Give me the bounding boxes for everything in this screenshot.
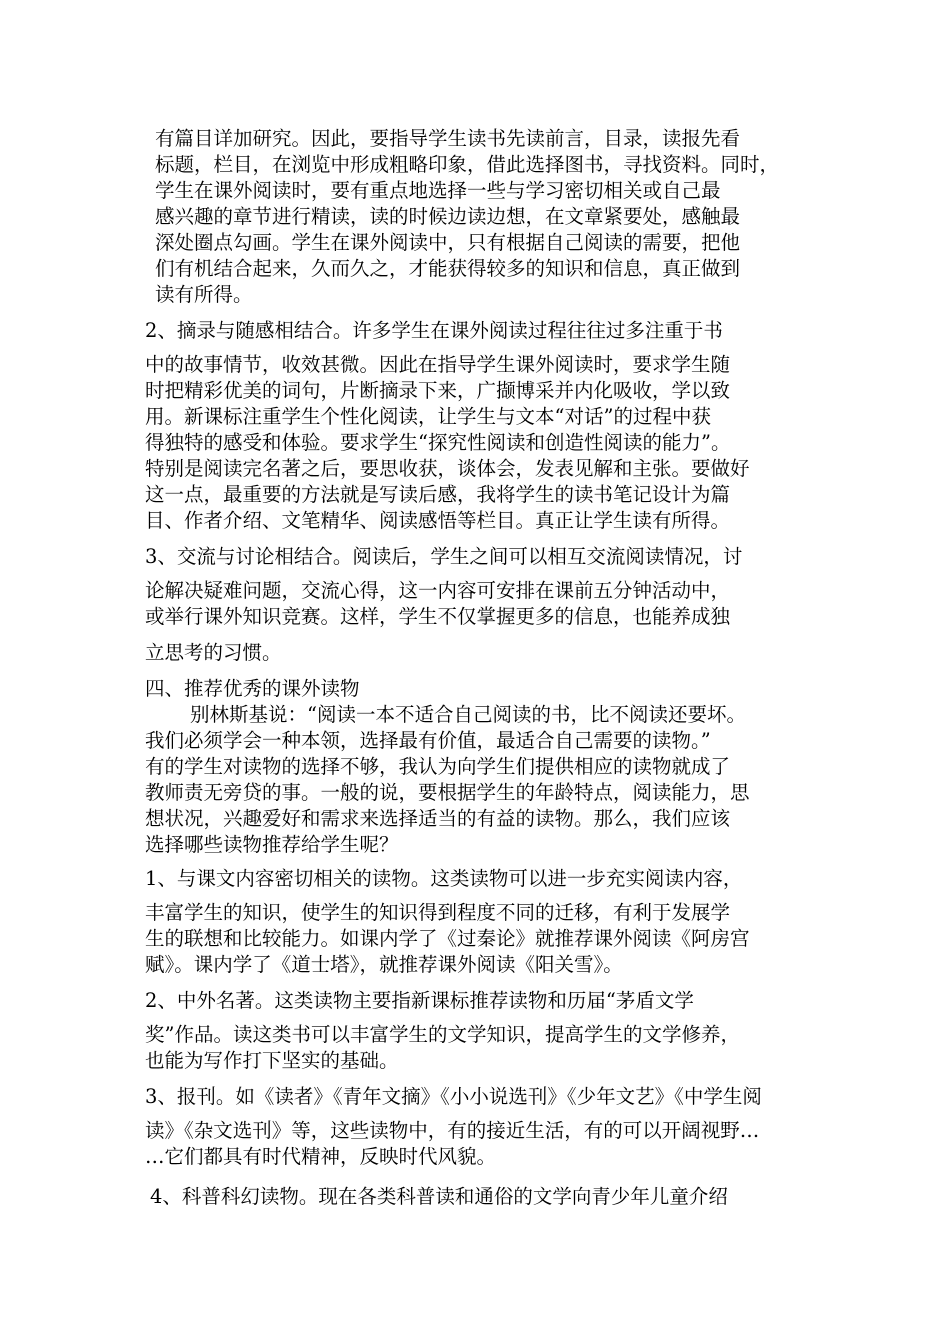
- text-line: 得独特的感受和体验。要求学生“探究性阅读和创造性阅读的能力”。: [145, 431, 731, 454]
- text-line: 们有机结合起来，久而久之，才能获得较多的知识和信息，真正做到: [155, 257, 741, 280]
- text-line: 教师责无旁贷的事。一般的说，要根据学生的年龄特点，阅读能力，思: [145, 781, 750, 804]
- text-line: 中的故事情节，收效甚微。因此在指导学生课外阅读时，要求学生随: [145, 353, 731, 376]
- text-line: 用。新课标注重学生个性化阅读，让学生与文本“对话”的过程中获: [145, 405, 711, 428]
- text-line: 这一点，最重要的方法就是写读后感，我将学生的读书笔记设计为篇: [145, 483, 731, 506]
- text-line: 选择哪些读物推荐给学生呢？: [145, 833, 399, 856]
- text-line: 生的联想和比较能力。如课内学了《过秦论》就推荐课外阅读《阿房宫: [145, 927, 750, 950]
- list-item-heading: 4、科普科幻读物。现在各类科普读和通俗的文学向青少年儿童介绍: [150, 1185, 728, 1208]
- text-line: 我们必须学会一种本领，选择最有价值，最适合自己需要的读物。”: [145, 729, 711, 752]
- list-item-heading: 3、交流与讨论相结合。阅读后，学生之间可以相互交流阅读情况，讨: [145, 545, 743, 568]
- text-line: 有篇目详加研究。因此，要指导学生读书先读前言，目录，读报先看: [155, 127, 741, 150]
- text-line: 论解决疑难问题，交流心得，这一内容可安排在课前五分钟活动中，: [145, 579, 731, 602]
- text-line: 深处圈点勾画。学生在课外阅读中，只有根据自己阅读的需要，把他: [155, 231, 741, 254]
- text-line: 也能为写作打下坚实的基础。: [145, 1049, 399, 1072]
- text-line: 想状况，兴趣爱好和需求来选择适当的有益的读物。那么，我们应该: [145, 807, 731, 830]
- text-line: 丰富学生的知识，使学生的知识得到程度不同的迁移，有利于发展学: [145, 901, 731, 924]
- list-item-heading: 2、中外名著。这类读物主要指新课标推荐读物和历届“茅盾文学: [145, 989, 694, 1012]
- text-line: 别林斯基说：“阅读一本不适合自己阅读的书，比不阅读还要坏。: [190, 703, 746, 726]
- text-line: 读有所得。: [155, 283, 253, 306]
- list-item-heading: 2、摘录与随感相结合。许多学生在课外阅读过程往往过多注重于书: [145, 319, 723, 342]
- text-line: 或举行课外知识竞赛。这样，学生不仅掌握更多的信息，也能养成独: [145, 605, 731, 628]
- text-line: 奖”作品。读这类书可以丰富学生的文学知识，提高学生的文学修养，: [145, 1023, 740, 1046]
- text-line: 时把精彩优美的词句，片断摘录下来，广撷博采并内化吸收，学以致: [145, 379, 731, 402]
- list-item-heading: 3、报刊。如《读者》《青年文摘》《小小说选刊》《少年文艺》《中学生阅: [145, 1085, 762, 1108]
- section-heading: 四、推荐优秀的课外读物: [145, 677, 360, 700]
- text-line: 目、作者介绍、文笔精华、阅读感悟等栏目。真正让学生读有所得。: [145, 509, 731, 532]
- text-line: 标题，栏目，在浏览中形成粗略印象，借此选择图书，寻找资料。同时，: [155, 153, 780, 176]
- list-item-heading: 1、与课文内容密切相关的读物。这类读物可以进一步充实阅读内容，: [145, 867, 743, 890]
- text-line: 读》《杂文选刊》等，这些读物中，有的接近生活，有的可以开阔视野…: [145, 1119, 760, 1142]
- text-line: 有的学生对读物的选择不够，我认为向学生们提供相应的读物就成了: [145, 755, 731, 778]
- text-line: 赋》。课内学了《道士塔》，就推荐课外阅读《阳关雪》。: [145, 953, 623, 976]
- text-line: 特别是阅读完名著之后，要思收获，谈体会，发表见解和主张。要做好: [145, 457, 750, 480]
- text-line: …它们都具有时代精神，反映时代风貌。: [145, 1145, 497, 1168]
- text-line: 感兴趣的章节进行精读，读的时候边读边想，在文章紧要处，感触最: [155, 205, 741, 228]
- text-line: 立思考的习惯。: [145, 641, 282, 664]
- text-line: 学生在课外阅读时，要有重点地选择一些与学习密切相关或自己最: [155, 179, 721, 202]
